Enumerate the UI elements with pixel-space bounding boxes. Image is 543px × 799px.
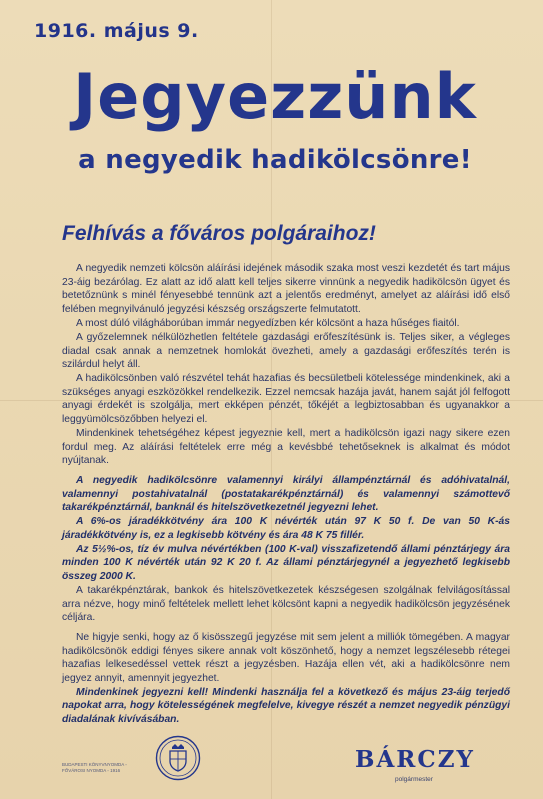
appeal-heading: Felhívás a főváros polgáraihoz! [62, 222, 376, 245]
paragraph: A most dúló világháborúban immár negyedízben kér kölcsönt a haza hűséges fiaitól. [76, 317, 460, 329]
paragraph: A negyedik nemzeti kölcsön aláírási idejének második szaka most veszi kezdetét és tart május 23-áig bezárólag. Ez alatt az idő alatt kell teljes sikerre vinnünk a negyedik hadikölcsön ügyet és betetőznünk s minél fényesebbé tennünk azt a jelentős eredményt, amelyet az aláírási idő első felében megnyilvánuló jegyzési készség országszerte felmutatott. [62, 263, 510, 315]
paragraph-annuity-bond-price: A 6%-os járadékkötvény ára 100 K névérték után 97 K 50 f. De van 50 K-ás járadékkötvény is, ez a legkisebb kötvény és ára 48 K 75 fillér. [62, 516, 510, 541]
paragraph: A hadikölcsönben való részvétel tehát hazafias és becsületbeli kötelessége mindenkinek, aki a szükséges anyagi eszközökkel rendelkezik. Ezzel nemcsak hazája javát, hanem saját jól felfogott anyagi érdekét is szolgálja, mert ekképen pénzét, tőkéjét a legbiztosabban és ugyanakkor a leggyümölcsözőbben helyezi el. [62, 373, 510, 426]
city-coat-of-arms-seal-icon [155, 735, 201, 781]
paragraph: A takarékpénztárak, bankok és hitelszövetkezetek készségesen szolgálnak felvilágosítással arra nézve, hogy minő feltételek mellett lehet kölcsönt kapni a negyedik hadikölcsön jegyzésének céljára. [62, 585, 510, 624]
paragraph-subscription-places: A negyedik hadikölcsönre valamennyi királyi állampénztárnál és adóhivatalnál, valamennyi postahivatalnál (postatakarékpénztárnál) és valamennyi számottevő takarékpénztárnál, banknál és hitelszövetkezetnél jegyezni lehet. [62, 474, 510, 514]
poster-subtitle: a negyedik hadikölcsönre! [78, 145, 472, 175]
paragraph: A győzelemnek nélkülözhetlen feltétele gazdasági erőfeszítésünk is. Teljes siker, a végleges diadal csak annak a nemzetnek homlokát övezheti, amely a gazdasági erőfeszítés terén is szilárdul helyt áll. [62, 331, 510, 371]
paragraph: Mindenkinek tehetségéhez képest jegyeznie kell, mert a hadikölcsön igazi nagy sikere ezen fordul meg. Az aláírási feltételek erre még a kevésbbé tehetőseknek is alkalmat és módot nyújtanak. [62, 428, 510, 467]
paragraph: Ne higyje senki, hogy az ő kisösszegű jegyzése mit sem jelent a milliók tömegében. A magyar hadikölcsönök eddigi fényes sikere annak volt köszönhető, hogy a nemzet legszélesebb rétegei hazafias lelkesedéssel vettek részt a jegyzésben. Hazája ellen vét, aki a hadikölcsönre nem jegyez annyit, amennyit jegyezhet. [62, 631, 510, 684]
paragraph-treasury-note-price: Az 5½%-os, tíz év mulva névértékben (100 K-val) visszafizetendő állami pénztárjegy ára minden 100 K névérték után 92 K 20 f. Az állami pénztárjegynél a jegyezhető legkisebb összeg 2000 K. [62, 543, 510, 583]
paragraph-call-to-action: Mindenkinek jegyezni kell! Mindenki használja fel a következő és május 23-áig terjedő napokat arra, hogy kötelességének megfelelve, kivegye részét a nemzet negyedik pénzügyi diadalának kivívásában. [62, 686, 510, 725]
poster-title: Jegyezzünk [73, 60, 477, 133]
mayor-signature: BÁRCZY [355, 746, 475, 773]
mayor-title: polgármester [395, 776, 433, 783]
poster-date: 1916. május 9. [34, 20, 199, 42]
printer-imprint: BUDAPESTI KÖNYVNYOMDA ◦ FŐVÁROSI NYOMDA ◦ 1916 [62, 762, 127, 773]
poster-body-text [62, 262, 510, 727]
